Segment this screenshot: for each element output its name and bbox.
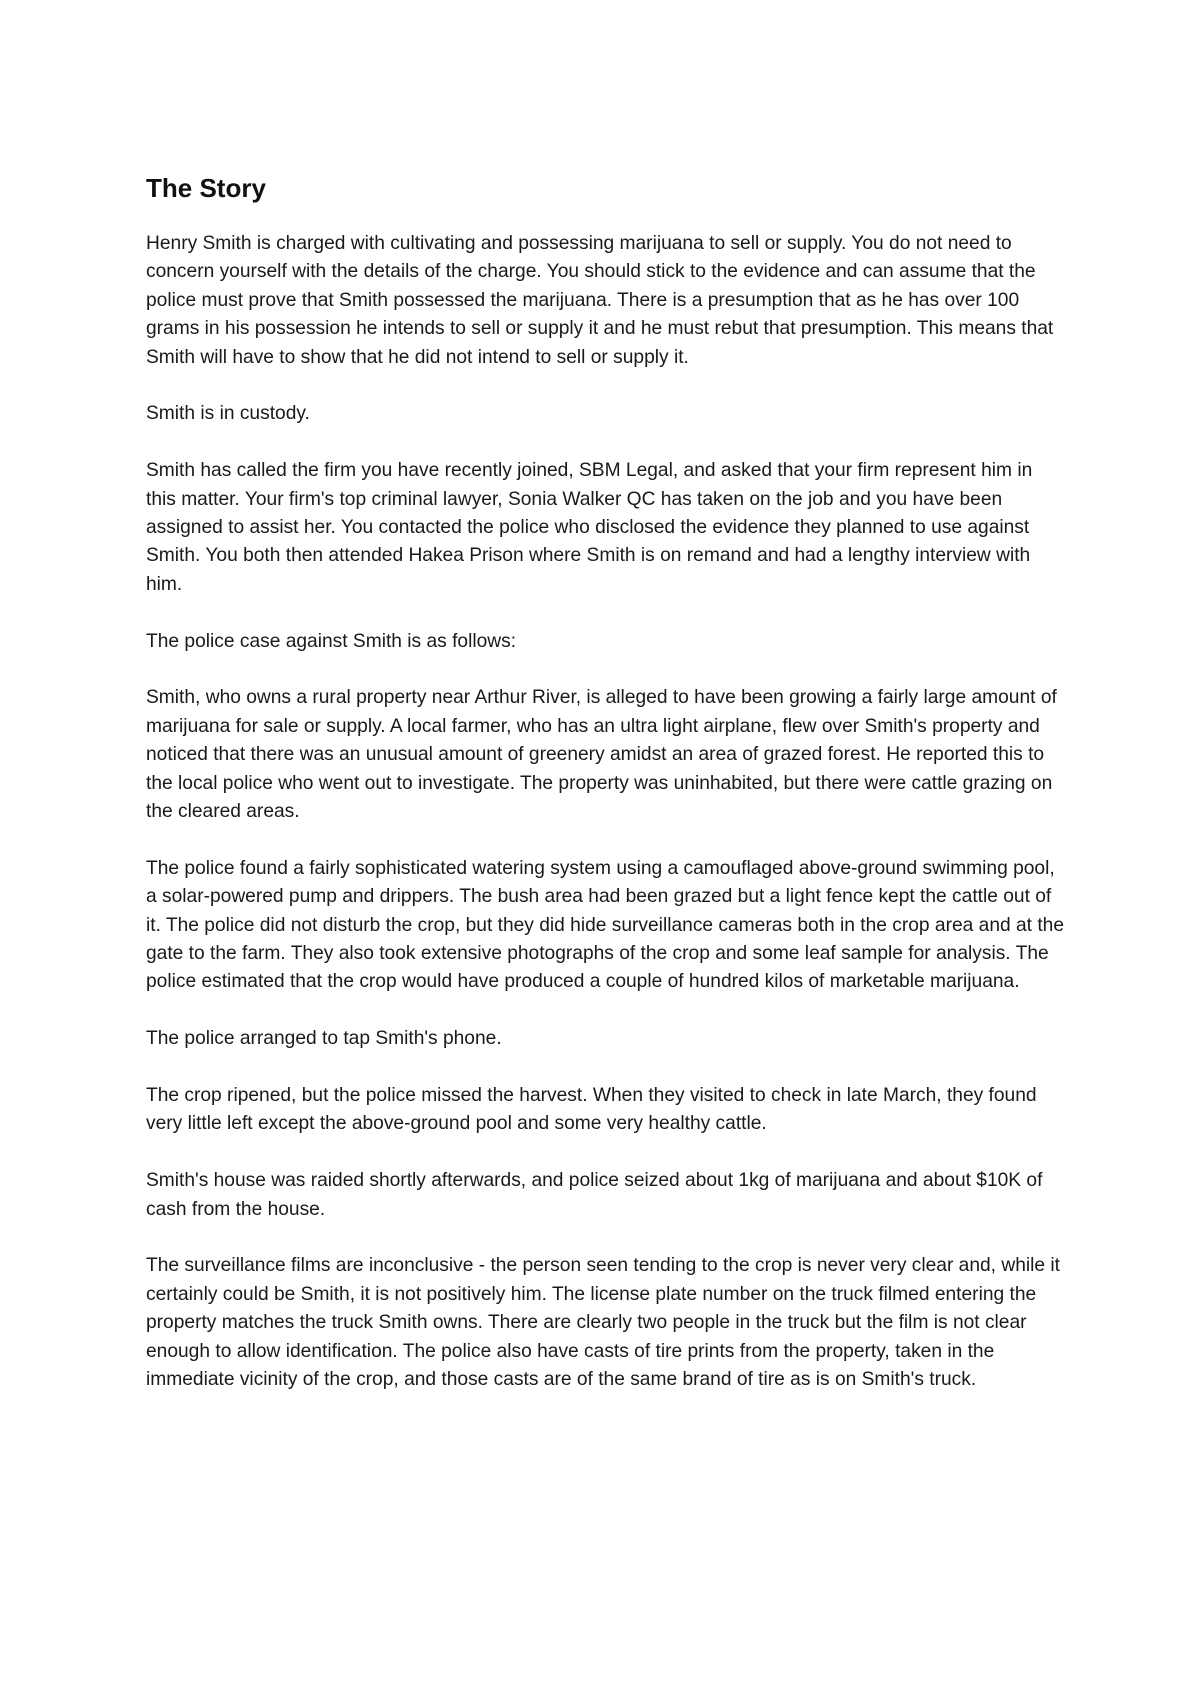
paragraph-property: Smith, who owns a rural property near Arthur River, is alleged to have been growing a fairly large amount of marijuana for sale or supply. A local farmer, who has an ultra light airplane, flew over Smith's property and noticed that there was an unusual amount of greenery amidst an area of grazed forest. He reported this to the local police who went out to investigate. The property was uninhabited, but there were cattle grazing on the cleared areas. [146, 687, 1057, 823]
document-title: The Story [146, 173, 266, 203]
paragraph-surveillance: The surveillance films are inconclusive - the person seen tending to the crop is never very clear and, while it certainly could be Smith, it is not positively him. The license plate number on the truck filmed entering the property matches the truck Smith owns. There are clearly two people in the truck but the film is not clear enough to allow identification. The police also have casts of tire prints from the property, taken in the immediate vicinity of the crop, and those casts are of the same brand of tire as is on Smith's truck. [146, 1255, 1060, 1391]
paragraph-custody: Smith is in custody. [146, 403, 310, 425]
paragraph-watering-system: The police found a fairly sophisticated watering system using a camouflaged above-ground swimming pool, a solar-powered pump and drippers. The bush area had been grazed but a light fence kept the cattle out of it. The police did not disturb the crop, but they did hide surveillance cameras both in the crop area and at the gate to the farm. They also took extensive photographs of the crop and some leaf sample for analysis. The police estimated that the crop would have produced a couple of hundred kilos of marketable marijuana. [146, 857, 1065, 993]
paragraph-firm: Smith has called the firm you have recently joined, SBM Legal, and asked that your firm represent him in this matter. Your firm's top criminal lawyer, Sonia Walker QC has taken on the job and you have been assigned to assist her. You contacted the police who disclosed the evidence they planned to use against Smith. You both then attended Hakea Prison where Smith is on remand and had a lengthy interview with him. [146, 460, 1033, 595]
paragraph-charge: Henry Smith is charged with cultivating and possessing marijuana to sell or supply. You do not need to concern yourself with the details of the charge. You should stick to the evidence and can assume that the police must prove that Smith possessed the marijuana. There is a presumption that as he has over 100 grams in his possession he intends to sell or supply it and he must rebut that presumption. This means that Smith will have to show that he did not intend to sell or supply it. [146, 233, 1054, 368]
paragraph-police-case-intro: The police case against Smith is as follows: [146, 630, 517, 652]
paragraph-phone-tap: The police arranged to tap Smith's phone. [146, 1028, 502, 1050]
document-body [146, 170, 1066, 1395]
paragraph-harvest: The crop ripened, but the police missed the harvest. When they visited to check in late March, they found very little left except the above-ground pool and some very healthy cattle. [146, 1085, 1037, 1135]
paragraph-raid: Smith's house was raided shortly afterwards, and police seized about 1kg of marijuana and about $10K of cash from the house. [146, 1170, 1043, 1220]
